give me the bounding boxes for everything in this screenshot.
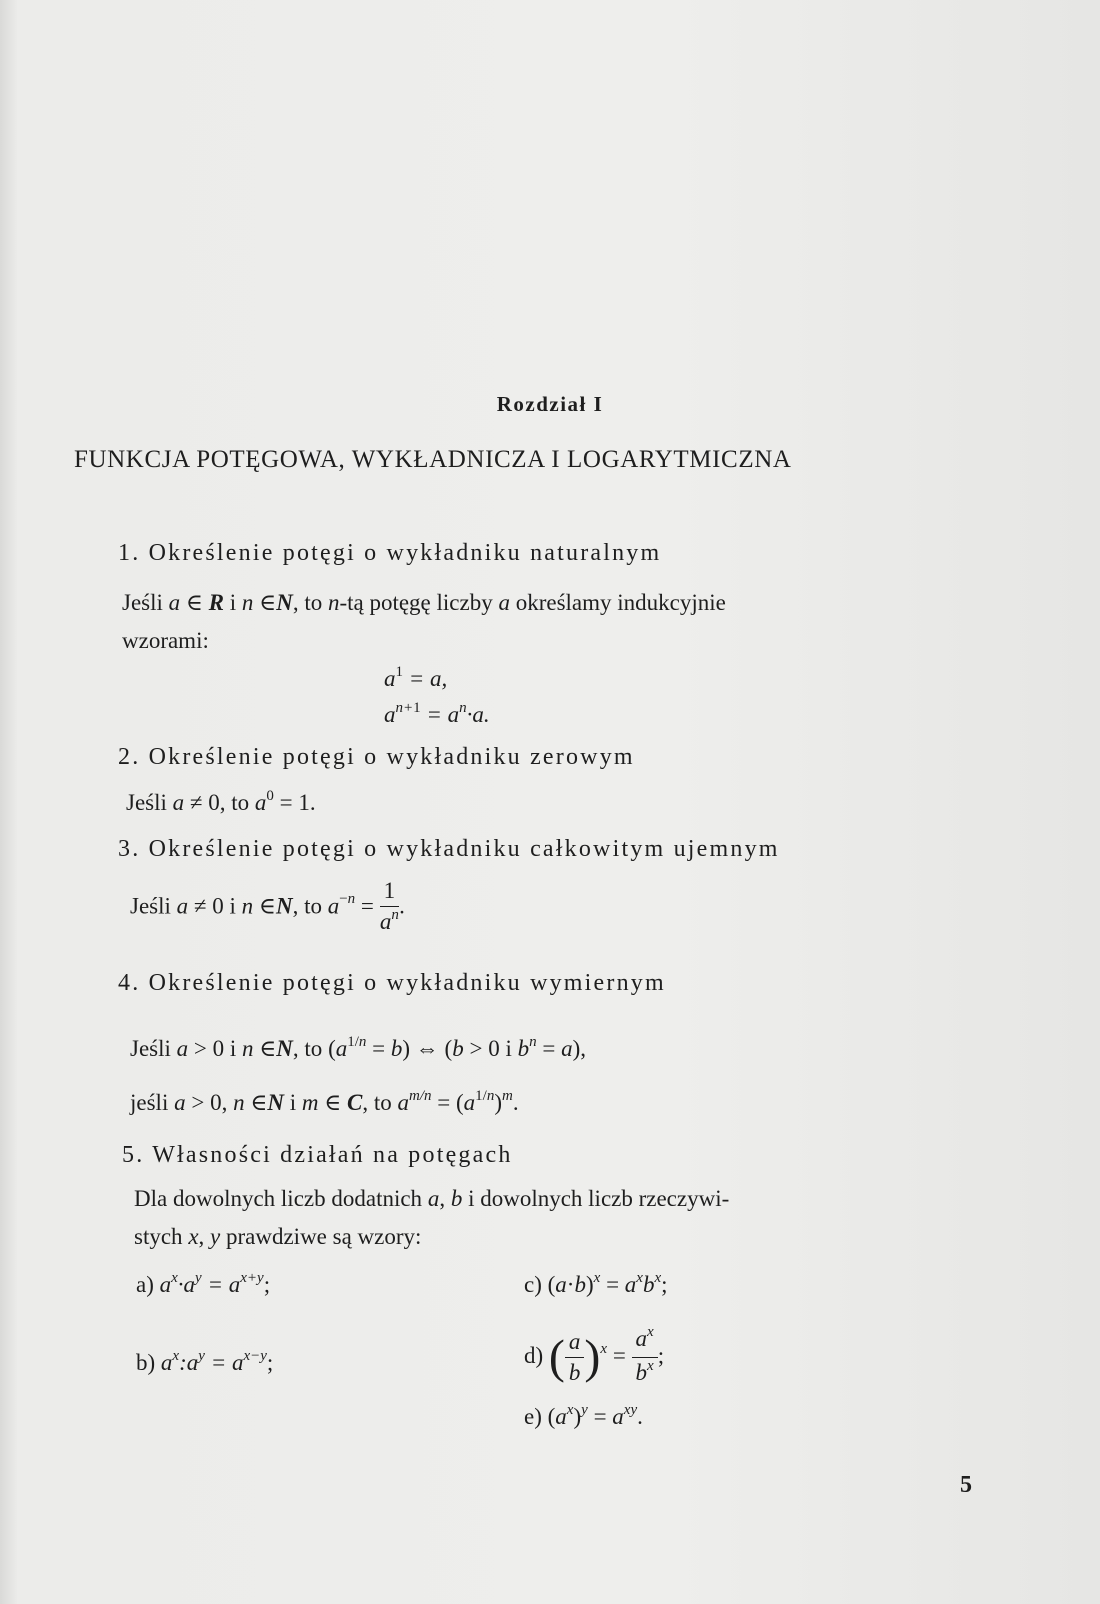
section-title: Określenie potęgi o wykładniku całkowitym ujemnym [148, 836, 780, 862]
chapter-label: Rozdział I [496, 392, 604, 416]
section-3-heading [118, 836, 780, 863]
section-number: 4. [118, 970, 141, 996]
text: Jeśli [126, 790, 167, 815]
text: i [289, 1090, 297, 1115]
text: jeśli [130, 1090, 169, 1115]
chapter-title: FUNKCJA POTĘGOWA, WYKŁADNICZA I LOGARYTMICZNA [74, 446, 792, 473]
text: prawdziwe są wzory: [226, 1224, 422, 1249]
text: i [229, 590, 237, 615]
label: d) [524, 1342, 544, 1368]
section-number: 5. [122, 1142, 145, 1168]
formula-an1: $a^{n+1} = a^n\cdot a$. [384, 700, 490, 727]
section-5-line-1: Dla dowolnych liczb dodatnich a, b i dowolnych liczb rzeczywi- [134, 1186, 730, 1211]
section-number: 3. [118, 836, 141, 862]
section-3-formula: Jeśli a ≠ 0 i n ∈N, to $a^{-n}$ = $\frac{1}{a^n}$ . [130, 878, 405, 934]
section-1-heading [118, 540, 661, 567]
section-1-line-1: Jeśli a ∈ R i n ∈N, to n-tą potęgę liczby a określamy indukcyjnie [122, 590, 726, 615]
text: , to [292, 1036, 323, 1061]
text: , to [292, 893, 322, 919]
section-number: 2. [118, 744, 141, 770]
text: , to [292, 590, 323, 615]
section-title: Określenie potęgi o wykładniku zerowym [148, 744, 635, 770]
section-title: Własności działań na potęgach [152, 1142, 513, 1168]
section-5-heading [122, 1142, 513, 1169]
section-2-formula: Jeśli a ≠ 0, to $a^0 = 1$. [126, 788, 316, 815]
formula-d: d) ( $\frac{a}{b}$ )$^x$ = $\frac{a^x}{b^x}$ ; [524, 1324, 665, 1385]
section-title: Określenie potęgi o wykładniku naturalnym [148, 540, 662, 566]
formula-e: e) $(a^x)^y = a^{xy}$. [524, 1402, 643, 1429]
text: i dowolnych liczb rzeczywi- [468, 1186, 730, 1211]
section-1-line-2: wzorami: [122, 628, 209, 653]
text: , to [362, 1090, 392, 1115]
label: c) [524, 1272, 542, 1297]
text: i [229, 893, 236, 919]
text: Jeśli [122, 590, 163, 615]
formula-c: c) $(a\cdot b)^x = a^xb^x$; [524, 1270, 668, 1297]
text: Jeśli [130, 893, 171, 919]
section-number: 1. [118, 540, 141, 566]
section-2-heading [118, 744, 635, 771]
formula-a1: $a^1 = a$, [384, 664, 448, 691]
label: b) [136, 1350, 156, 1375]
formula-b: b) $a^x:a^y = a^{x-y}$; [136, 1348, 274, 1375]
text: Jeśli [130, 1036, 171, 1061]
text: -tą potęgę liczby [339, 590, 493, 615]
text: określamy indukcyjnie [515, 590, 726, 615]
label: e) [524, 1404, 542, 1429]
section-5-line-2: stych x, y prawdziwe są wzory: [134, 1224, 422, 1249]
text: i [229, 1036, 237, 1061]
section-title: Określenie potęgi o wykładniku wymiernym [148, 970, 666, 996]
formula-a: a) $a^x\cdot a^y = a^{x+y}$; [136, 1270, 271, 1297]
label: a) [136, 1272, 154, 1297]
text: Dla dowolnych liczb dodatnich [134, 1186, 423, 1211]
text: stych [134, 1224, 183, 1249]
page-number: 5 [960, 1472, 972, 1498]
text: , to [219, 790, 250, 815]
section-4-line-1: Jeśli a > 0 i n ∈N, to $(a^{1/n} = b)$ ⇔ (b > 0 i $b^n = a$), [130, 1034, 586, 1061]
section-4-heading [118, 970, 666, 997]
section-4-line-2: jeśli a > 0, n ∈N i m ∈ C, to $a^{m/n} = (a^{1/n})^m$. [130, 1088, 519, 1115]
